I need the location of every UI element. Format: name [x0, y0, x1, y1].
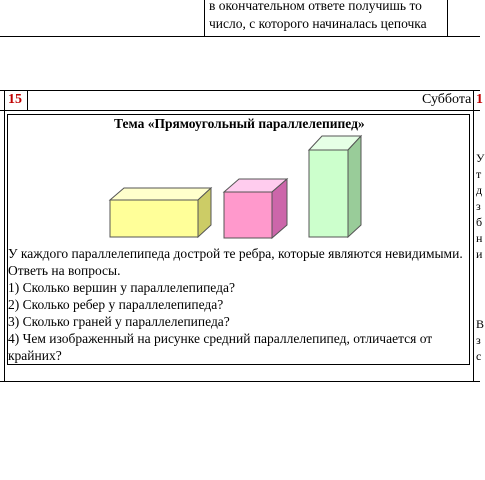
pink-parallelepiped [224, 179, 287, 238]
right-letter-3: д [476, 183, 483, 197]
green-parallelepiped [309, 136, 361, 237]
right-letter-9: з [476, 333, 481, 347]
day-number: 15 [8, 92, 22, 107]
top-cell-line-1: в окончательном ответе получишь то [209, 0, 422, 13]
right-letter-6: н [476, 231, 483, 245]
day-right-fragment: 1 [476, 92, 483, 107]
right-column-clip [474, 110, 485, 381]
right-letter-7: и [476, 247, 483, 261]
right-letter-8: В [476, 317, 485, 331]
task-question-4: 4) Чем изображенный на рисунке средний параллелепипед, отличается от [8, 331, 433, 346]
right-letter-4: з [476, 199, 481, 213]
day-name: Суббота [422, 92, 472, 107]
top-cell-line-2: число, с которого начиналась цепочка [209, 16, 427, 31]
task-line-1: У каждого параллелепипеда дострой те ребра, которые являются невидимыми. [8, 246, 463, 261]
task-line-2: Ответь на вопросы. [8, 263, 121, 278]
yellow-parallelepiped [110, 188, 211, 237]
right-letter-10: с [476, 349, 482, 363]
right-letter-5: б [476, 215, 483, 229]
task-question-3: 3) Сколько граней у параллелепипеда? [8, 314, 230, 329]
right-letter-1: У [476, 151, 485, 165]
right-letter-2: т [476, 167, 482, 181]
task-question-4-cont: крайних? [8, 348, 62, 363]
task-title: Тема «Прямоугольный параллелепипед» [114, 116, 365, 131]
task-question-1: 1) Сколько вершин у параллелепипеда? [8, 280, 235, 295]
task-question-2: 2) Сколько ребер у параллелепипеда? [8, 297, 224, 312]
